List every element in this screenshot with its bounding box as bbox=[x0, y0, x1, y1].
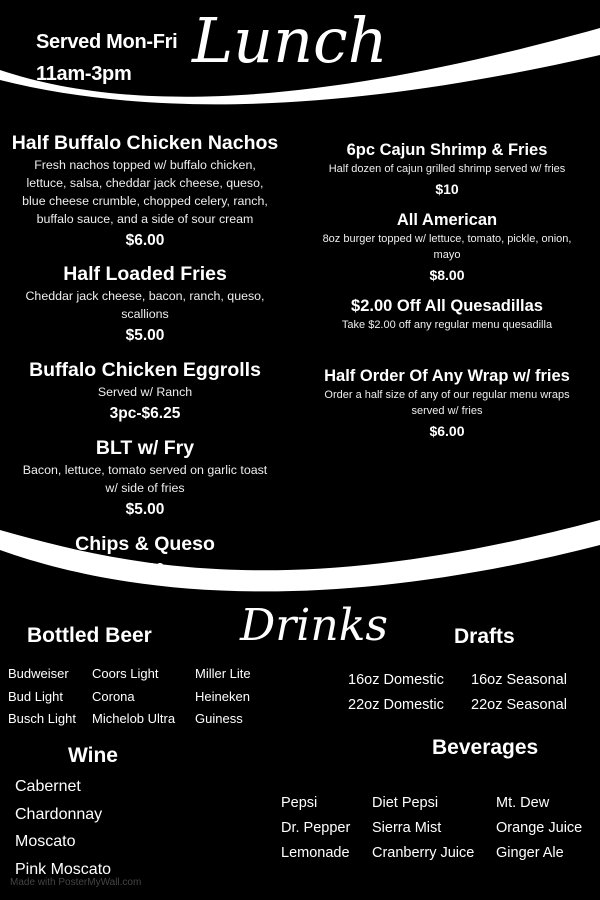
list-item: Diet Pepsi bbox=[372, 795, 439, 811]
list-item: Lemonade bbox=[281, 845, 350, 861]
item-price: $6.00 bbox=[125, 232, 165, 249]
menu-item bbox=[10, 435, 280, 521]
beverages-list-col3 bbox=[496, 791, 582, 866]
item-price: 3pc-$6.25 bbox=[109, 405, 181, 422]
lunch-left-column bbox=[10, 261, 280, 347]
list-item: Chardonnay bbox=[15, 805, 103, 823]
drafts-list-col1 bbox=[348, 668, 444, 718]
item-description: Served w/ Ranch bbox=[97, 385, 193, 399]
item-name: 6pc Cajun Shrimp & Fries bbox=[346, 141, 548, 159]
drafts-list-col2 bbox=[471, 668, 567, 718]
drinks-title: Drinks bbox=[240, 600, 388, 651]
list-item: Cranberry Juice bbox=[372, 845, 475, 861]
watermark: Made with PosterMyWall.com bbox=[10, 877, 142, 888]
lunch-right-column bbox=[312, 209, 582, 285]
list-item: Heineken bbox=[195, 688, 250, 704]
bottled-beer-heading: Bottled Beer bbox=[27, 624, 152, 647]
lunch-left-column bbox=[10, 435, 280, 521]
served-time: 11am-3pm bbox=[36, 63, 132, 85]
item-name: Buffalo Chicken Eggrolls bbox=[29, 359, 261, 381]
list-item: 16oz Seasonal bbox=[471, 672, 567, 688]
list-item: Pink Moscato bbox=[15, 860, 112, 878]
lunch-right-column bbox=[312, 365, 582, 441]
served-days: Served Mon-Fri bbox=[36, 31, 178, 53]
list-item: Budweiser bbox=[8, 666, 69, 681]
lunch-left-column bbox=[10, 531, 280, 581]
list-item: Moscato bbox=[15, 833, 76, 850]
menu-item bbox=[312, 209, 582, 285]
menu-item bbox=[10, 261, 280, 347]
list-item: Cabernet bbox=[15, 778, 81, 795]
list-item: 22oz Domestic bbox=[348, 697, 444, 713]
item-price: $5.00 bbox=[125, 501, 165, 518]
wine-list bbox=[15, 773, 111, 883]
item-price: $8.00 bbox=[429, 267, 465, 283]
beverages-list-col2 bbox=[372, 791, 474, 866]
lunch-title: Lunch bbox=[192, 4, 388, 77]
beer-list-col2 bbox=[92, 663, 175, 731]
list-item: Miller Lite bbox=[195, 666, 251, 681]
lunch-right-column bbox=[312, 139, 582, 199]
list-item: Ginger Ale bbox=[496, 845, 564, 861]
menu-item bbox=[10, 357, 280, 425]
lunch-left-column bbox=[10, 357, 280, 425]
item-description: Half dozen of cajun grilled shrimp served w/ fries bbox=[328, 163, 566, 175]
menu-item bbox=[10, 130, 280, 252]
list-item: Coors Light bbox=[92, 666, 159, 681]
service-hours bbox=[36, 26, 177, 90]
list-item: Pepsi bbox=[281, 795, 318, 811]
wine-heading: Wine bbox=[68, 744, 118, 767]
drafts-heading: Drafts bbox=[454, 625, 515, 648]
item-price: $10 bbox=[435, 181, 459, 197]
lunch-left-column bbox=[10, 130, 280, 252]
item-description: 8oz burger topped w/ lettuce, tomato, pickle, onion, mayo bbox=[322, 233, 572, 261]
lunch-right-column bbox=[312, 295, 582, 333]
item-name: Half Loaded Fries bbox=[63, 263, 227, 285]
list-item: 22oz Seasonal bbox=[471, 697, 567, 713]
menu-item bbox=[10, 531, 280, 581]
list-item: Dr. Pepper bbox=[281, 820, 351, 836]
item-description: Order a half size of any of our regular menu wraps served w/ fries bbox=[324, 389, 570, 417]
menu-item bbox=[312, 295, 582, 333]
beer-list-col1 bbox=[8, 663, 76, 731]
item-name: $2.00 Off All Quesadillas bbox=[351, 297, 543, 315]
list-item: Michelob Ultra bbox=[92, 711, 176, 726]
item-description: Bacon, lettuce, tomato served on garlic toast w/ side of fries bbox=[22, 463, 268, 495]
item-name: Half Buffalo Chicken Nachos bbox=[11, 132, 279, 154]
list-item: Mt. Dew bbox=[496, 795, 550, 811]
list-item: Orange Juice bbox=[496, 820, 583, 836]
item-price: $5.00 bbox=[125, 327, 165, 344]
item-description: Fresh nachos topped w/ buffalo chicken, lettuce, salsa, cheddar jack cheese, queso, blue cheese crumble, chopped celery, ranch, buffalo sauce, and a side of sour cream bbox=[22, 158, 268, 226]
list-item: Bud Light bbox=[8, 688, 63, 704]
item-price: $6.00 bbox=[125, 561, 165, 578]
list-item: Busch Light bbox=[8, 711, 76, 726]
item-description: Take $2.00 off any regular menu quesadilla bbox=[341, 319, 553, 331]
list-item: 16oz Domestic bbox=[348, 672, 444, 688]
item-price: $6.00 bbox=[429, 423, 465, 439]
menu-item bbox=[312, 365, 582, 441]
item-name: Half Order Of Any Wrap w/ fries bbox=[324, 367, 570, 385]
item-description: Cheddar jack cheese, bacon, ranch, queso, scallions bbox=[25, 289, 265, 321]
list-item: Corona bbox=[92, 688, 135, 704]
list-item: Guiness bbox=[195, 711, 243, 726]
list-item: Sierra Mist bbox=[372, 820, 442, 836]
beverages-heading: Beverages bbox=[432, 736, 539, 759]
item-name: BLT w/ Fry bbox=[95, 437, 195, 459]
menu-item bbox=[312, 139, 582, 199]
beverages-list-col1 bbox=[281, 791, 350, 866]
item-name: All American bbox=[396, 211, 498, 229]
beer-list-col3 bbox=[195, 663, 251, 731]
item-name: Chips & Queso bbox=[75, 533, 215, 555]
